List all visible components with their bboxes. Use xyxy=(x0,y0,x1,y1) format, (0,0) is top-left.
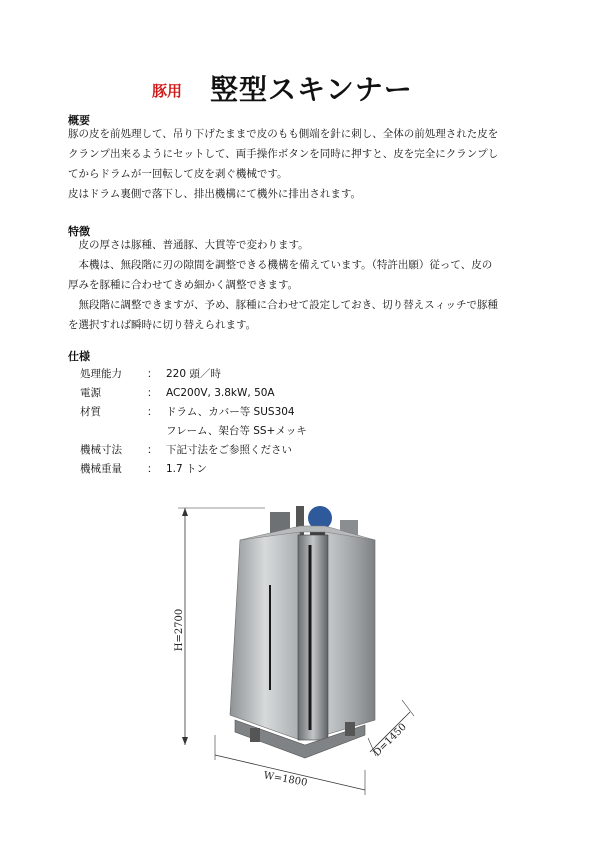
spec-colon: ： xyxy=(147,463,158,475)
right-cover-panel xyxy=(325,530,375,735)
spec-table xyxy=(80,365,540,479)
features-line: 本機は、無段階に刃の隙間を調整できる機構を備えています。（特許出願）従って、皮の xyxy=(78,259,493,271)
features-line: 皮の厚さは豚種、普通豚、大貫等で変わります。 xyxy=(78,239,309,251)
spec-colon: ： xyxy=(147,368,158,380)
spec-colon: ： xyxy=(147,387,158,399)
overview-line: クランプ出来るようにセットして、両手操作ボタンを同時に押すと、皮を完全にクランプし xyxy=(68,148,499,160)
spec-colon: ： xyxy=(147,444,158,456)
overview-text xyxy=(68,124,556,204)
width-label: W=1800 xyxy=(262,770,309,789)
features-heading: 特徴 xyxy=(68,225,90,238)
spec-label: 電源 xyxy=(80,387,101,399)
spec-label: 機械重量 xyxy=(80,463,122,475)
spec-label: 処理能力 xyxy=(80,368,122,380)
overview-line: 皮はドラム裏側で落下し、排出機構にて機外に排出されます。 xyxy=(68,188,362,200)
spec-value: フレーム、架台等 SS+メッキ xyxy=(166,425,307,437)
overview-line: てからドラムが一回転して皮を剥ぐ機械です。 xyxy=(68,168,288,180)
spec-value: 1.7 トン xyxy=(166,463,208,475)
depth-label: D=1450 xyxy=(371,721,409,759)
features-text xyxy=(68,235,556,335)
features-line: を選択すれば瞬時に切り替えられます。 xyxy=(68,319,257,331)
spec-row-dimensions xyxy=(80,441,540,460)
overview-heading: 概要 xyxy=(68,114,90,127)
spec-row-material xyxy=(80,403,540,422)
overview-line: 豚の皮を前処理して、吊り下げたままで皮のもも側端を針に刺し、全体の前処理された皮を xyxy=(68,128,499,140)
machine-figure xyxy=(170,490,440,800)
spec-value: 下記寸法をご参照ください xyxy=(166,444,292,456)
spec-value: ドラム、カバー等 SUS304 xyxy=(166,406,295,418)
features-line: 無段階に調整できますが、予め、豚種に合わせて設定しておき、切り替えスィッチで豚種 xyxy=(78,299,498,311)
page-title: 竪型スキンナー xyxy=(210,73,413,106)
spec-row-power xyxy=(80,384,540,403)
title-row xyxy=(0,68,595,108)
height-label: H=2700 xyxy=(174,608,185,652)
spec-row-capacity xyxy=(80,365,540,384)
drum xyxy=(298,535,328,740)
title-prefix: 豚用 xyxy=(152,82,183,100)
spec-value: 220 頭／時 xyxy=(166,368,221,380)
spec-value: AC200V, 3.8kW, 50A xyxy=(166,387,275,399)
spec-label: 材質 xyxy=(80,406,101,418)
spec-colon: ： xyxy=(147,406,158,418)
specs-heading: 仕様 xyxy=(68,350,90,363)
features-line: 厚みを豚種に合わせてきめ細かく調整できます。 xyxy=(68,279,299,291)
machine-illustration xyxy=(170,490,440,800)
left-cover-panel xyxy=(230,530,300,740)
spec-row-material-2 xyxy=(80,422,540,441)
spec-row-weight xyxy=(80,460,540,479)
spec-label: 機械寸法 xyxy=(80,444,122,456)
